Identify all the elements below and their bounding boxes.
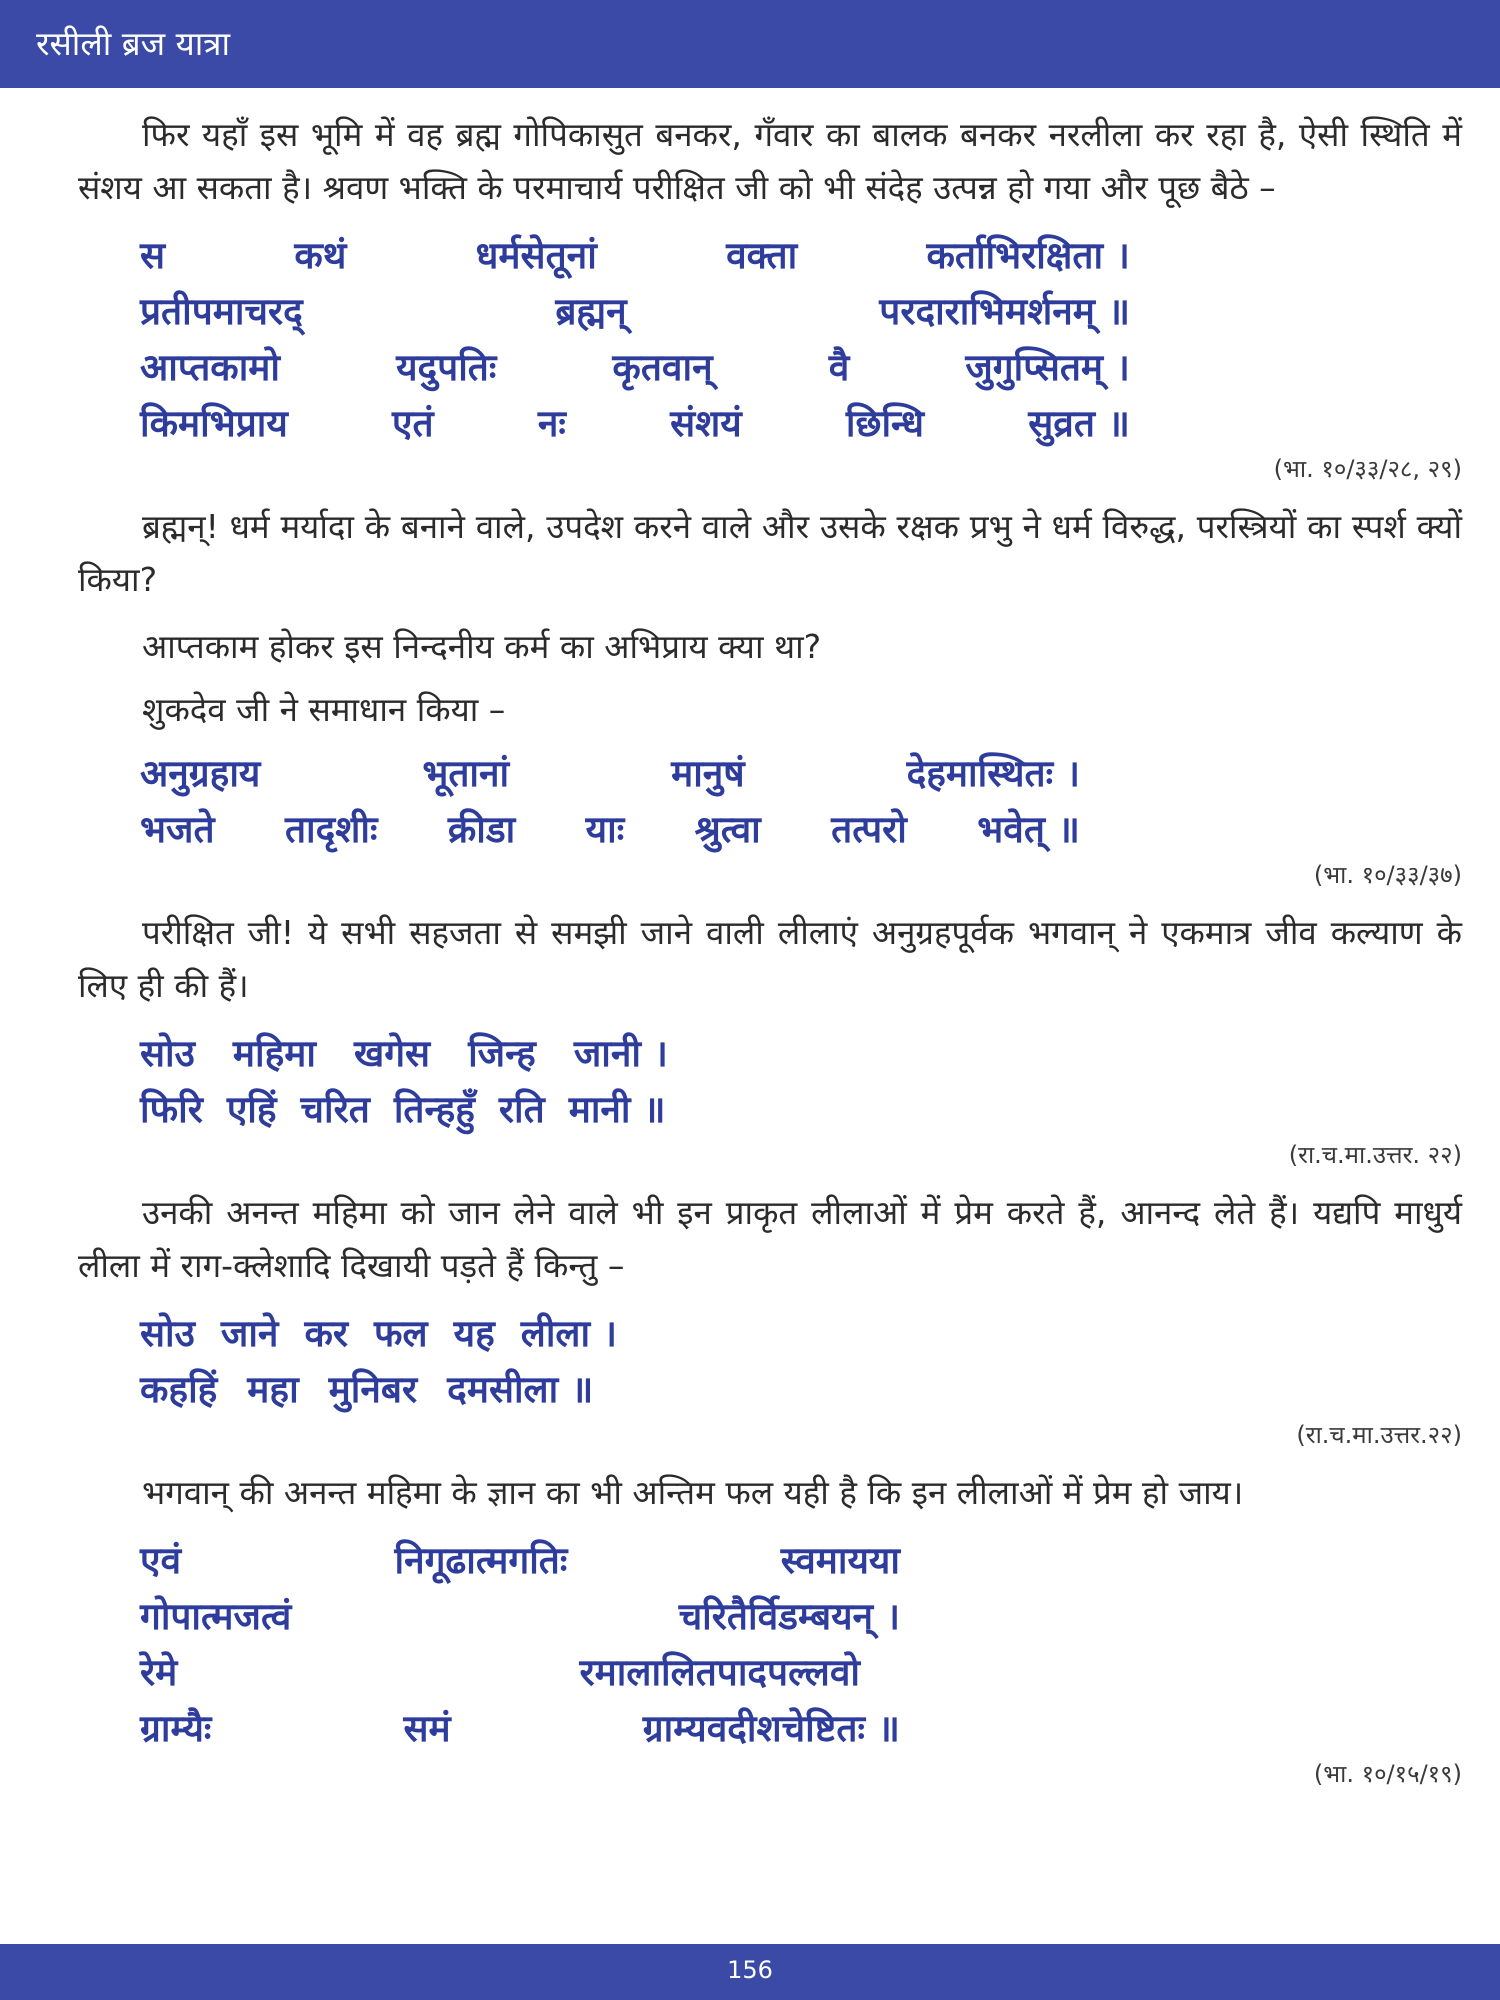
verse-line: [140, 1306, 1462, 1362]
running-header: [0, 0, 1500, 88]
verse-word: देहमास्थितः ।: [906, 752, 1080, 795]
verse-word: याः: [585, 808, 625, 851]
verse-line: [140, 1082, 1462, 1138]
verse-line: [140, 1589, 900, 1645]
verse-line: [140, 284, 1130, 340]
verse-word: रति: [498, 1088, 545, 1131]
verse-word: जानी ।: [573, 1032, 668, 1075]
verse-word: कहहिं: [140, 1368, 218, 1411]
verse-word: महा: [247, 1368, 299, 1411]
verse-word: रमालालितपादपल्लवो: [579, 1651, 860, 1694]
verse-word: संशयं: [670, 402, 742, 445]
verse-word: सोउ: [140, 1032, 195, 1075]
verse-word: तादृशीः: [284, 808, 378, 851]
verse-3: [140, 1026, 1462, 1138]
verse-word: गोपात्मजत्वं: [140, 1595, 292, 1638]
verse-word: प्रतीपमाचरद्: [140, 290, 303, 333]
verse-word: श्रुत्वा: [694, 808, 761, 851]
verse-word: यह: [453, 1312, 495, 1355]
book-title: रसीली ब्रज यात्रा: [36, 24, 231, 63]
verse-line: [140, 1362, 1462, 1418]
verse-word: कथं: [294, 234, 347, 277]
verse-word: चरितैर्विडम्बयन् ।: [678, 1595, 900, 1638]
verse-word: आप्तकामो: [140, 346, 281, 389]
verse-line: [140, 228, 1130, 284]
verse-word: भूतानां: [422, 752, 510, 795]
verse-word: ग्राम्यैः: [140, 1707, 212, 1750]
verse-word: दमसीला ॥: [447, 1368, 594, 1411]
page-footer: [0, 1944, 1500, 2000]
verse-word: ब्रह्मन्: [555, 290, 627, 333]
verse-line: [140, 1645, 860, 1701]
verse-word: ग्राम्यवदीशचेष्टितः ॥: [642, 1707, 900, 1750]
verse-word: वै: [828, 346, 850, 389]
verse-word: मुनिबर: [328, 1368, 418, 1411]
verse-word: चरित: [300, 1088, 370, 1131]
verse-word: स्वमायया: [780, 1539, 900, 1582]
verse-line: [140, 802, 1080, 858]
verse-word: निगूढात्मगतिः: [394, 1539, 568, 1582]
verse-word: कृतवान्: [612, 346, 713, 389]
verse-word: भवेत् ॥: [977, 808, 1080, 851]
verse-line: [140, 746, 1080, 802]
verse-word: यदुपतिः: [396, 346, 497, 389]
paragraph-6: उनकी अनन्त महिमा को जान लेने वाले भी इन प्राकृत लीलाओं में प्रेम करते हैं, आनन्द लेते हैं। यद्यपि माधुर्य लीला में राग-क्लेशादि दिखायी पड़ते हैं किन्तु –: [78, 1193, 1462, 1285]
verse-word: कर: [304, 1312, 349, 1355]
verse-word: जिन्ह: [468, 1032, 536, 1075]
verse-word: एतं: [392, 402, 434, 445]
verse-word: एवं: [140, 1539, 182, 1582]
paragraph-7: भगवान् की अनन्त महिमा के ज्ञान का भी अन्तिम फल यही है कि इन लीलाओं में प्रेम हो जाय।: [142, 1473, 1244, 1512]
verse-word: कर्ताभिरक्षिता ।: [926, 234, 1130, 277]
citation-1: (भा. १०/३३/२८, २९): [1273, 455, 1462, 483]
verse-word: वक्ता: [726, 234, 798, 277]
verse-line: [140, 1533, 900, 1589]
verse-word: किमभिप्राय: [140, 402, 288, 445]
verse-word: छिन्धि: [845, 402, 925, 445]
paragraph-4: शुकदेव जी ने समाधान किया –: [142, 690, 506, 729]
verse-word: महिमा: [232, 1032, 316, 1075]
verse-2: [140, 746, 1080, 858]
verse-word: जुगुप्सितम् ।: [965, 346, 1130, 389]
verse-word: परदाराभिमर्शनम् ॥: [879, 290, 1130, 333]
paragraph-1: फिर यहाँ इस भूमि में वह ब्रह्म गोपिकासुत बनकर, गँवार का बालक बनकर नरलीला कर रहा है, ऐसी स्थिति में संशय आ सकता है। श्रवण भक्ति के परमाचार्य परीक्षित जी को भी संदेह उत्पन्न हो गया और पूछ बैठे –: [78, 115, 1462, 207]
paragraph-2: ब्रह्मन्! धर्म मर्यादा के बनाने वाले, उपदेश करने वाले और उसके रक्षक प्रभु ने धर्म विरुद्ध, परस्त्रियों का स्पर्श क्यों किया?: [78, 507, 1462, 599]
verse-line: [140, 340, 1130, 396]
page-body: [78, 108, 1462, 1805]
verse-1: [140, 228, 1130, 452]
verse-word: फिरि: [140, 1088, 203, 1131]
paragraph-3: आप्तकाम होकर इस निन्दनीय कर्म का अभिप्राय क्या था?: [142, 627, 822, 666]
verse-word: एहिं: [226, 1088, 277, 1131]
verse-word: स: [140, 234, 166, 277]
verse-line: [140, 1701, 900, 1757]
verse-word: मानुषं: [671, 752, 745, 795]
verse-word: मानी ॥: [568, 1088, 666, 1131]
verse-word: तिन्हहुँ: [393, 1088, 475, 1131]
verse-line: [140, 1026, 1462, 1082]
verse-word: सोउ: [140, 1312, 195, 1355]
verse-word: तत्परो: [831, 808, 907, 851]
citation-4: (रा.च.मा.उत्तर.२२): [1296, 1421, 1462, 1449]
citation-2: (भा. १०/३३/३७): [1313, 861, 1462, 889]
verse-word: रेमे: [140, 1651, 178, 1694]
verse-word: फल: [374, 1312, 428, 1355]
verse-line: [140, 396, 1130, 452]
verse-word: समं: [403, 1707, 451, 1750]
verse-4: [140, 1306, 1462, 1418]
verse-word: जाने: [220, 1312, 279, 1355]
citation-3: (रा.च.मा.उत्तर. २२): [1288, 1141, 1462, 1169]
verse-word: क्रीडा: [447, 808, 516, 851]
paragraph-5: परीक्षित जी! ये सभी सहजता से समझी जाने वाली लीलाएं अनुग्रहपूर्वक भगवान् ने एकमात्र जीव कल्याण के लिए ही की हैं।: [78, 913, 1462, 1005]
verse-word: भजते: [140, 808, 215, 851]
verse-word: नः: [537, 402, 566, 445]
verse-word: अनुग्रहाय: [140, 752, 261, 795]
verse-word: लीला ।: [520, 1312, 617, 1355]
page-number: 156: [727, 1956, 773, 1984]
verse-word: खगेस: [353, 1032, 431, 1075]
verse-5: [140, 1533, 900, 1757]
verse-word: सुव्रत ॥: [1028, 402, 1130, 445]
verse-word: धर्मसेतूनां: [475, 234, 597, 277]
citation-5: (भा. १०/१५/१९): [1313, 1760, 1462, 1788]
